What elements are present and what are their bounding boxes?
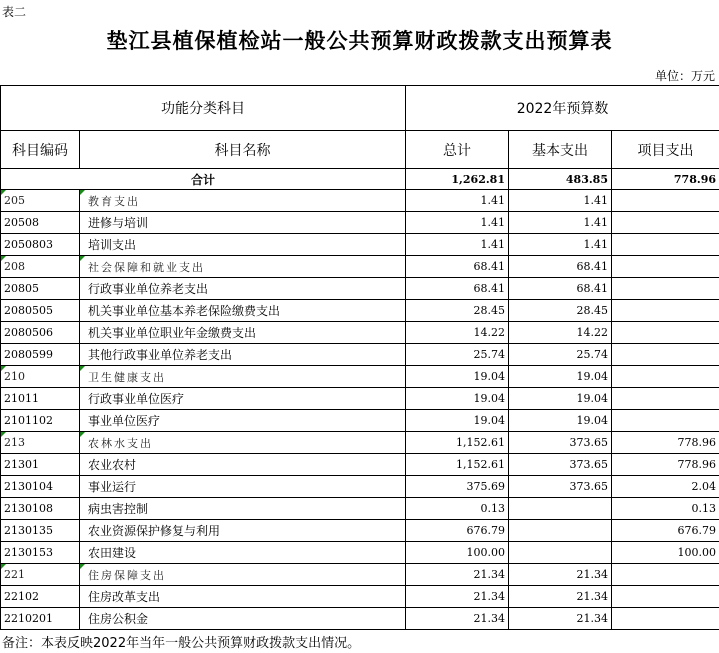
row-code: 21301	[1, 454, 80, 476]
row-total: 19.04	[406, 366, 509, 388]
header-project: 项目支出	[612, 131, 719, 169]
row-name: 农业资源保护修复与利用	[80, 520, 406, 542]
row-basic: 1.41	[509, 190, 612, 212]
row-basic: 373.65	[509, 432, 612, 454]
row-name: 农业农村	[80, 454, 406, 476]
row-code: 221	[1, 564, 80, 586]
row-basic: 25.74	[509, 344, 612, 366]
cell-marker-icon	[80, 190, 85, 195]
row-code: 205	[1, 190, 80, 212]
row-name: 事业运行	[80, 476, 406, 498]
row-basic: 1.41	[509, 234, 612, 256]
row-code: 2050803	[1, 234, 80, 256]
row-project: 0.13	[612, 498, 719, 520]
row-total: 375.69	[406, 476, 509, 498]
budget-table	[0, 85, 719, 630]
row-project	[612, 322, 719, 344]
row-total: 1.41	[406, 234, 509, 256]
total-basic: 483.85	[509, 169, 612, 190]
table-row	[1, 388, 719, 410]
row-code: 208	[1, 256, 80, 278]
row-total: 68.41	[406, 278, 509, 300]
row-total: 21.34	[406, 608, 509, 630]
table-row	[1, 212, 719, 234]
table-row	[1, 608, 719, 630]
table-row	[1, 322, 719, 344]
row-name: 卫生健康支出	[80, 366, 406, 388]
row-code: 2080506	[1, 322, 80, 344]
row-project: 100.00	[612, 542, 719, 564]
cell-marker-icon	[1, 564, 6, 569]
row-project	[612, 278, 719, 300]
row-total: 1.41	[406, 212, 509, 234]
row-project	[612, 234, 719, 256]
row-basic: 21.34	[509, 608, 612, 630]
row-code: 2130104	[1, 476, 80, 498]
row-basic: 373.65	[509, 454, 612, 476]
row-total: 1.41	[406, 190, 509, 212]
row-total: 100.00	[406, 542, 509, 564]
header-total: 总计	[406, 131, 509, 169]
row-project: 778.96	[612, 454, 719, 476]
header-budget-year: 2022年预算数	[406, 86, 719, 131]
row-code: 2101102	[1, 410, 80, 432]
table-row	[1, 256, 719, 278]
row-total: 0.13	[406, 498, 509, 520]
row-total: 676.79	[406, 520, 509, 542]
row-basic: 19.04	[509, 410, 612, 432]
row-project	[612, 388, 719, 410]
row-name: 农田建设	[80, 542, 406, 564]
cell-marker-icon	[1, 432, 6, 437]
cell-marker-icon	[80, 564, 85, 569]
table-number-label: 表二	[2, 5, 27, 19]
row-total: 21.34	[406, 586, 509, 608]
table-row	[1, 278, 719, 300]
row-name: 农林水支出	[80, 432, 406, 454]
header-basic: 基本支出	[509, 131, 612, 169]
row-name: 机关事业单位基本养老保险缴费支出	[80, 300, 406, 322]
row-name: 事业单位医疗	[80, 410, 406, 432]
row-name: 教育支出	[80, 190, 406, 212]
row-total: 19.04	[406, 388, 509, 410]
row-name: 培训支出	[80, 234, 406, 256]
row-project: 2.04	[612, 476, 719, 498]
row-code: 21011	[1, 388, 80, 410]
row-project: 676.79	[612, 520, 719, 542]
row-total: 25.74	[406, 344, 509, 366]
row-total: 68.41	[406, 256, 509, 278]
total-amount: 1,262.81	[406, 169, 509, 190]
row-project	[612, 300, 719, 322]
row-basic: 21.34	[509, 586, 612, 608]
row-basic: 28.45	[509, 300, 612, 322]
row-project	[612, 190, 719, 212]
total-project: 778.96	[612, 169, 719, 190]
row-name: 病虫害控制	[80, 498, 406, 520]
table-row	[1, 300, 719, 322]
row-project	[612, 256, 719, 278]
row-name: 机关事业单位职业年金缴费支出	[80, 322, 406, 344]
row-basic: 68.41	[509, 278, 612, 300]
row-name: 行政事业单位养老支出	[80, 278, 406, 300]
row-basic: 19.04	[509, 388, 612, 410]
row-name: 其他行政事业单位养老支出	[80, 344, 406, 366]
row-basic	[509, 498, 612, 520]
row-code: 2130135	[1, 520, 80, 542]
table-row	[1, 344, 719, 366]
row-code: 213	[1, 432, 80, 454]
row-project	[612, 564, 719, 586]
page-title: 垫江县植保植检站一般公共预算财政拨款支出预算表	[106, 28, 613, 53]
table-row	[1, 190, 719, 212]
row-code: 22102	[1, 586, 80, 608]
header-code: 科目编码	[1, 131, 80, 169]
table-row	[1, 542, 719, 564]
cell-marker-icon	[1, 190, 6, 195]
row-name: 住房保障支出	[80, 564, 406, 586]
table-row	[1, 432, 719, 454]
row-total: 28.45	[406, 300, 509, 322]
table-row	[1, 234, 719, 256]
row-name: 住房公积金	[80, 608, 406, 630]
footnote: 备注：本表反映2022年当年一般公共预算财政拨款支出情况。	[2, 636, 361, 651]
table-row	[1, 454, 719, 476]
row-code: 210	[1, 366, 80, 388]
header-func-category: 功能分类科目	[1, 86, 406, 131]
row-basic: 373.65	[509, 476, 612, 498]
row-total: 1,152.61	[406, 432, 509, 454]
row-basic: 1.41	[509, 212, 612, 234]
row-code: 2130153	[1, 542, 80, 564]
row-code: 2130108	[1, 498, 80, 520]
header-row-1	[1, 86, 719, 131]
row-basic: 21.34	[509, 564, 612, 586]
row-project	[612, 410, 719, 432]
total-row	[1, 169, 719, 190]
row-code: 20805	[1, 278, 80, 300]
row-basic: 19.04	[509, 366, 612, 388]
cell-marker-icon	[80, 366, 85, 371]
row-total: 14.22	[406, 322, 509, 344]
total-label: 合计	[1, 169, 406, 190]
table-row	[1, 498, 719, 520]
row-total: 21.34	[406, 564, 509, 586]
row-code: 2080599	[1, 344, 80, 366]
row-project: 778.96	[612, 432, 719, 454]
row-project	[612, 586, 719, 608]
row-project	[612, 608, 719, 630]
row-project	[612, 366, 719, 388]
cell-marker-icon	[1, 366, 6, 371]
row-project	[612, 212, 719, 234]
table-row	[1, 564, 719, 586]
cell-marker-icon	[80, 256, 85, 261]
cell-marker-icon	[80, 432, 85, 437]
header-row-2	[1, 131, 719, 169]
row-name: 社会保障和就业支出	[80, 256, 406, 278]
row-name: 住房改革支出	[80, 586, 406, 608]
table-row	[1, 410, 719, 432]
row-basic	[509, 542, 612, 564]
table-row	[1, 586, 719, 608]
row-basic: 14.22	[509, 322, 612, 344]
row-project	[612, 344, 719, 366]
row-basic: 68.41	[509, 256, 612, 278]
table-row	[1, 366, 719, 388]
row-total: 19.04	[406, 410, 509, 432]
row-name: 进修与培训	[80, 212, 406, 234]
row-code: 2080505	[1, 300, 80, 322]
cell-marker-icon	[1, 256, 6, 261]
row-code: 20508	[1, 212, 80, 234]
row-name: 行政事业单位医疗	[80, 388, 406, 410]
table-row	[1, 520, 719, 542]
row-basic	[509, 520, 612, 542]
unit-label: 单位：万元	[654, 69, 715, 83]
table-row	[1, 476, 719, 498]
row-code: 2210201	[1, 608, 80, 630]
header-name: 科目名称	[80, 131, 406, 169]
row-total: 1,152.61	[406, 454, 509, 476]
